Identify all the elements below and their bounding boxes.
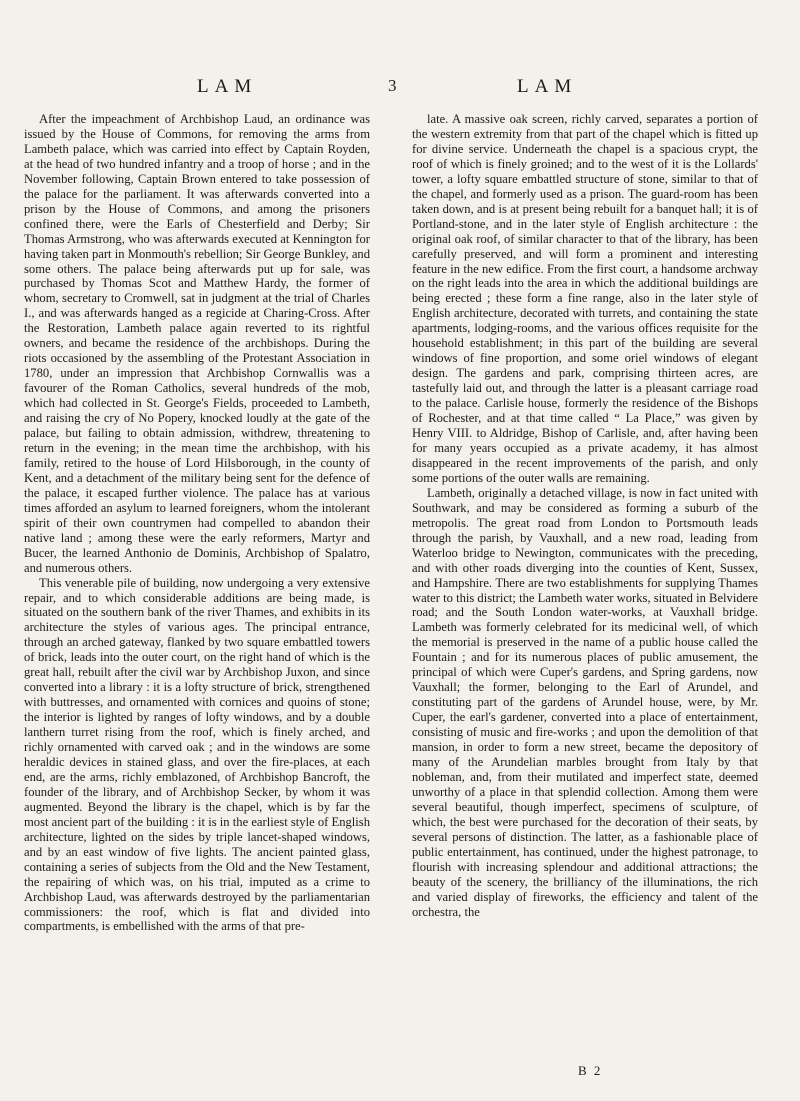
running-header xyxy=(0,76,800,102)
paragraph: This venerable pile of building, now undergoing a very extensive repair, and to which considerable additions are being made, is situated on the southern bank of the river Thames, and exhibits in its architecture the styles of various ages. The principal entrance, through an arched gateway, flanked by two square embattled towers of brick, leads into the outer court, on the right hand of which is the great hall, rebuilt after the civil war by Archbishop Juxon, and since converted into a library : it is a lofty structure of brick, strengthened with buttresses, and ornamented with cornices and quoins of stone; the interior is lighted by ranges of lofty windows, and by a double lanthern turret rising from the roof, which is finely arched, and richly ornamented with carved oak ; and in the windows are some heraldic devices in stained glass, and over the fire-places, at each end, are the arms, richly emblazoned, of Archbishop Bancroft, the founder of the library, and of Archbishop Secker, by whom it was augmented. Beyond the library is the chapel, which is by far the most ancient part of the building : it is in the earliest style of English architecture, lighted on the sides by triple lancet-shaped windows, and by an east window of five lights. The ancient painted glass, containing a series of subjects from the Old and the New Testament, the repairing of which was, on his trial, imputed as a crime to Archbishop Laud, was afterwards destroyed by the parliamentarian commissioners: the roof, which is flat and divided into compartments, is embellished with the arms of that pre- xyxy=(24,575,370,934)
page-number: 3 xyxy=(388,76,403,95)
paragraph: late. A massive oak screen, richly carved, separates a portion of the western extremity from that part of the chapel which is fitted up for divine service. Underneath the chapel is a spacious crypt, the roof of which is finely groined; and to the west of it is the Lollards' tower, a lofty square embattled structure of stone, similar to that of the chapel, and formerly used as a prison. The guard-room has been taken down, and is at present being rebuilt for a banquet hall; it is of Portland-stone, and in the later style of English architecture : the original oak roof, of similar character to that of the library, has been carefully preserved, and will form a prominent and interesting feature in the new edifice. From the first court, a handsome archway on the right leads into the area in which the additional buildings are being erected ; these form a fine range, also in the later style of English architecture, decorated with turrets, and containing the state apartments, lodging-rooms, and the various offices requisite for the household establishment; in this part of the building are several windows of fine proportion, and some oriel windows of elegant design. The gardens and park, comprising thirteen acres, are tastefully laid out, and through the latter is a pleasant carriage road to the palace. Carlisle house, formerly the residence of the Bishops of Rochester, and at that time called “ La Place,” was given by Henry VIII. to Aldridge, Bishop of Carlisle, and, after having been for many years occupied as a private academy, it has almost disappeared in the recent improvements of the parish, and only some portions of the outer walls are remaining. xyxy=(412,112,758,485)
signature-mark: B 2 xyxy=(578,1063,603,1078)
left-column xyxy=(24,112,370,934)
header-right-word: LAM xyxy=(517,76,578,97)
paragraph: Lambeth, originally a detached village, is now in fact united with Southwark, and may be considered as forming a suburb of the metropolis. The great road from London to Portsmouth leads through the parish, by Vauxhall, and a new road, leading from Waterloo bridge to Newington, communicates with the preceding, and with other roads diverging into the counties of Kent, Sussex, and Hampshire. There are two establishments for supplying Thames water to this district; the Lambeth water works, situated in Belvidere road; and the South London water-works, at Vauxhall bridge. Lambeth was formerly celebrated for its medicinal well, of which the memorial is preserved in the name of a public house called the Fountain ; and for its numerous places of public amusement, the principal of which were Cuper's gardens, and Spring gardens, now Vauxhall; the former, belonging to the Earl of Arundel, and constituting part of the gardens of Arundel house, were, by Mr. Cuper, the earl's gardener, converted into a place of entertainment, consisting of music and fire-works ; and upon the demolition of that mansion, in order to form a new street, became the depository of many of the Arundelian marbles brought from Italy by that nobleman, and, from their mutilated and imperfect state, deemed unworthy of a place in that splendid collection. Among them were several beautiful, though imperfect, specimens of sculpture, of which, the best were purchased for the decoration of their seats, by several persons of distinction. The latter, as a fashionable place of public entertainment, has continued, under the highest patronage, to flourish with increasing splendour and additional attractions; the beauty of the scenery, the brilliancy of the illuminations, the rich and varied display of fireworks, the efficiency and talent of the orchestra, the xyxy=(412,485,758,919)
header-left-word: LAM xyxy=(197,76,258,97)
paragraph: After the impeachment of Archbishop Laud, an ordinance was issued by the House of Commons, for removing the arms from Lambeth palace, which was carried into effect by Captain Royden, at the head of two hundred infantry and a troop of horse ; and in the November following, Captain Brown entered to take possession of the palace for the parliament. It was afterwards converted into a prison by the House of Commons, and among the prisoners confined there, were the Earls of Chesterfield and Derby; Sir Thomas Armstrong, who was afterwards executed at Kennington for having taken part in Monmouth's rebellion; Sir George Bunkley, and some others. The palace being afterwards put up for sale, was purchased by Thomas Scot and Matthew Hardy, the former of whom, secretary to Cromwell, sat in judgment at the trial of Charles I., and was afterwards hanged as a regicide at Charing-Cross. After the Restoration, Lambeth palace again reverted to its rightful owners, and became the residence of the archbishops. During the riots occasioned by the assembling of the Protestant Association in 1780, under an impression that Archbishop Cornwallis was a favourer of the Roman Catholics, several hundreds of the mob, which had collected in St. George's Fields, proceeded to Lambeth, and raising the cry of No Popery, knocked loudly at the gate of the palace, but failing to obtain admission, withdrew, threatening to return in the evening; in the mean time the archbishop, with his family, retired to the house of Lord Hilsborough, in the county of Kent, and a detachment of the military being sent for the defence of the palace, it escaped further violence. The palace has at various times afforded an asylum to learned foreigners, whom the intolerant spirit of their own countrymen had compelled to abandon their native land ; among these were the early reformers, Martyr and Bucer, the learned Anthonio de Dominis, Archbishop of Spalatro, and numerous others. xyxy=(24,112,370,575)
right-column xyxy=(412,112,758,919)
